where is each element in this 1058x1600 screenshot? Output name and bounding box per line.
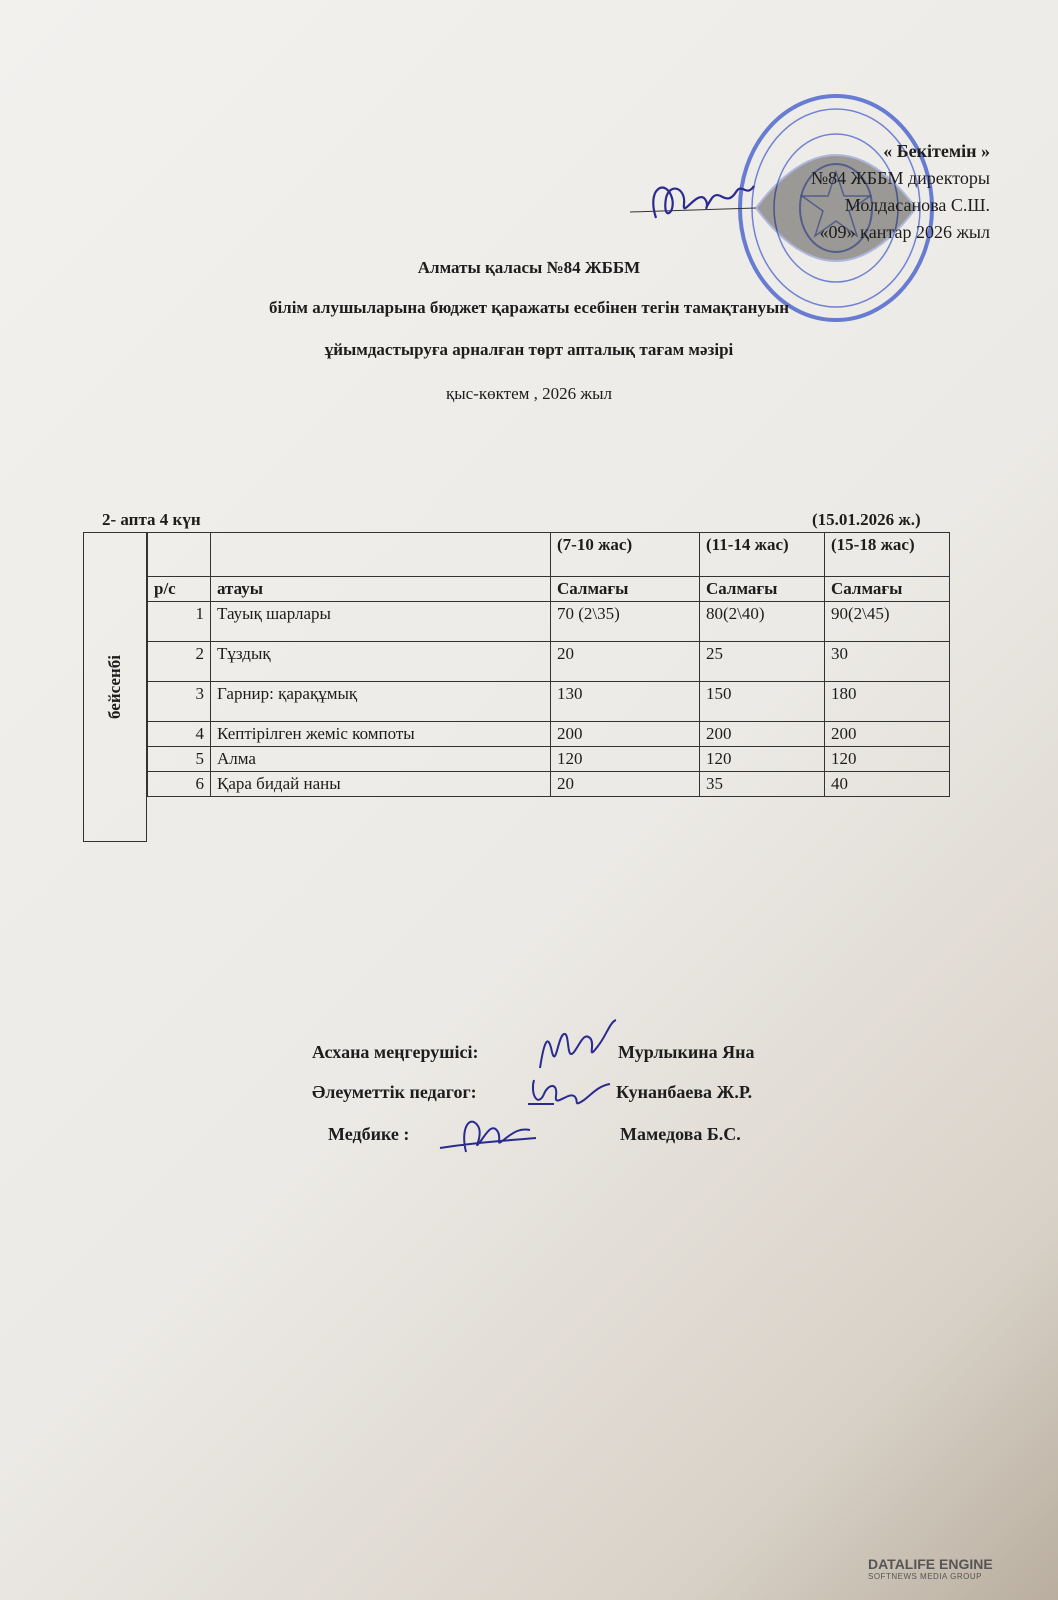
site-watermark bbox=[868, 1556, 993, 1581]
pedagogue-label: Әлеуметтік педагог: bbox=[312, 1082, 477, 1102]
head-cook-name: Мурлыкина Яна bbox=[618, 1042, 755, 1062]
head-cook-signature bbox=[534, 1012, 620, 1076]
weight-11-14: 200 bbox=[700, 722, 825, 747]
pedagogue-name: Кунанбаева Ж.Р. bbox=[616, 1082, 753, 1102]
dish-name: Қара бидай наны bbox=[211, 772, 551, 797]
table-row bbox=[148, 642, 950, 682]
dish-name: Тауық шарлары bbox=[211, 602, 551, 642]
menu-table bbox=[147, 532, 950, 797]
weight-11-14: 25 bbox=[700, 642, 825, 682]
watermark-brand: DATALIFE ENGINE bbox=[868, 1556, 993, 1572]
row-number: 4 bbox=[148, 722, 211, 747]
approval-line-2: Молдасанова С.Ш. bbox=[844, 195, 990, 215]
weight-11-14: 35 bbox=[700, 772, 825, 797]
col-header-weight-3: Салмағы bbox=[825, 577, 950, 602]
weight-15-18: 200 bbox=[825, 722, 950, 747]
row-number: 2 bbox=[148, 642, 211, 682]
table-row bbox=[148, 602, 950, 642]
heading-line-1: Алматы қаласы №84 ЖББМ bbox=[417, 258, 641, 277]
col-header-weight-1: Салмағы bbox=[551, 577, 700, 602]
col-header-name: атауы bbox=[211, 577, 551, 602]
meal-day-cell bbox=[83, 532, 147, 842]
head-cook-label: Асхана меңгерушісі: bbox=[312, 1042, 479, 1062]
table-row bbox=[148, 722, 950, 747]
weight-7-10: 20 bbox=[551, 772, 700, 797]
row-number: 6 bbox=[148, 772, 211, 797]
table-row bbox=[148, 772, 950, 797]
weight-15-18: 90(2\45) bbox=[825, 602, 950, 642]
weight-11-14: 150 bbox=[700, 682, 825, 722]
meal-day-label: бейсенбі bbox=[105, 655, 124, 719]
nurse-name: Мамедова Б.С. bbox=[620, 1124, 741, 1144]
season-label: қыс-көктем , 2026 жыл bbox=[445, 384, 613, 403]
director-signature bbox=[626, 168, 766, 234]
dish-name: Тұздық bbox=[211, 642, 551, 682]
weight-15-18: 40 bbox=[825, 772, 950, 797]
heading-line-3: ұйымдастыруға арналған төрт апталық тағам мәзірі bbox=[324, 340, 734, 359]
row-number: 1 bbox=[148, 602, 211, 642]
weight-15-18: 180 bbox=[825, 682, 950, 722]
nurse-label: Медбике : bbox=[328, 1124, 410, 1144]
table-row bbox=[148, 682, 950, 722]
watermark-sub: SOFTNEWS MEDIA GROUP bbox=[868, 1572, 983, 1581]
approval-title: « Бекітемін » bbox=[883, 141, 990, 161]
weight-15-18: 30 bbox=[825, 642, 950, 682]
dish-name: Гарнир: қарақұмық bbox=[211, 682, 551, 722]
approval-block bbox=[740, 138, 990, 246]
heading-line-2: білім алушыларына бюджет қаражаты есебінен тегін тамақтануын bbox=[268, 298, 790, 317]
table-row bbox=[148, 747, 950, 772]
dish-name: Кептірілген жеміс компоты bbox=[211, 722, 551, 747]
dish-name: Алма bbox=[211, 747, 551, 772]
age-header-row bbox=[148, 533, 950, 577]
week-label: 2- апта 4 күн bbox=[102, 510, 201, 529]
column-header-row bbox=[148, 577, 950, 602]
weight-7-10: 130 bbox=[551, 682, 700, 722]
weight-15-18: 120 bbox=[825, 747, 950, 772]
approval-line-1: №84 ЖББМ директоры bbox=[811, 168, 990, 188]
date-label: (15.01.2026 ж.) bbox=[812, 510, 921, 529]
row-number: 5 bbox=[148, 747, 211, 772]
age-header-3: (15-18 жас) bbox=[825, 533, 950, 577]
weight-11-14: 80(2\40) bbox=[700, 602, 825, 642]
weight-7-10: 20 bbox=[551, 642, 700, 682]
weight-7-10: 200 bbox=[551, 722, 700, 747]
approval-line-3: «09» қантар 2026 жыл bbox=[819, 222, 990, 242]
age-header-2: (11-14 жас) bbox=[700, 533, 825, 577]
row-number: 3 bbox=[148, 682, 211, 722]
weight-7-10: 120 bbox=[551, 747, 700, 772]
age-header-1: (7-10 жас) bbox=[551, 533, 700, 577]
weight-7-10: 70 (2\35) bbox=[551, 602, 700, 642]
col-header-number: р/с bbox=[148, 577, 211, 602]
nurse-signature bbox=[436, 1108, 546, 1164]
col-header-weight-2: Салмағы bbox=[700, 577, 825, 602]
weight-11-14: 120 bbox=[700, 747, 825, 772]
